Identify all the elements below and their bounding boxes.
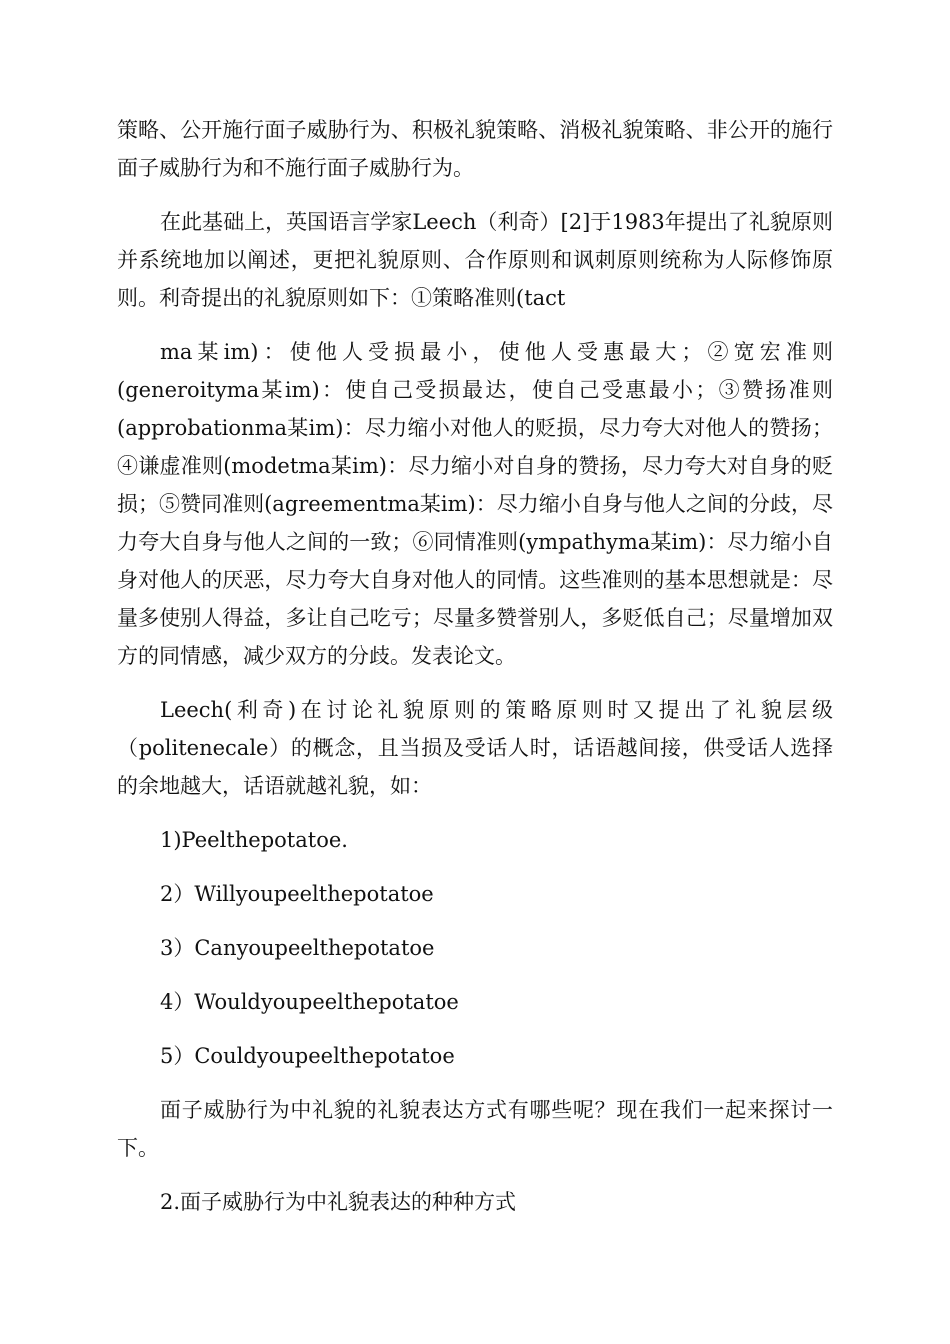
example-item: 2）Willyoupeelthepotatoe	[160, 882, 434, 906]
document-page	[117, 111, 833, 1221]
example-item: 1)Peelthepotatoe.	[160, 828, 348, 852]
paragraph-leech-intro: 在此基础上，英国语言学家Leech（利奇）[2]于1983年提出了礼貌原则并系统地加以阐述，更把礼貌原则、合作原则和讽刺原则统称为人际修饰原则。利奇提出的礼貌原则如下：①策略准则(tact	[117, 210, 833, 310]
example-list	[117, 821, 833, 1075]
paragraph-politeness-scale: Leech(利奇)在讨论礼貌原则的策略原则时又提出了礼貌层级（politenecale）的概念，且当损及受话人时，话语越间接，供受话人选择的余地越大，话语就越礼貌，如：	[117, 698, 833, 798]
section-heading: 2.面子威胁行为中礼貌表达的种种方式	[160, 1190, 517, 1214]
paragraph-closing: 面子威胁行为中礼貌的礼貌表达方式有哪些呢？现在我们一起来探讨一下。	[117, 1098, 833, 1160]
example-item: 5）Couldyoupeelthepotatoe	[160, 1044, 455, 1068]
paragraph-maxims: ma某im)：使他人受损最小，使他人受惠最大；②宽宏准则(generoityma某im)：使自己受损最达，使自己受惠最小；③赞扬准则(approbationma某im)：尽力缩小对他人的贬损，尽力夸大对他人的赞扬；④谦虚准则(modetma某im)：尽力缩小对自身的赞扬，尽力夸大对自身的贬损；⑤赞同准则(agreementma某im)：尽力缩小自身与他人之间的分歧，尽力夸大自身与他人之间的一致；⑥同情准则(ympathyma某im)：尽力缩小自身对他人的厌恶，尽力夸大自身对他人的同情。这些准则的基本思想就是：尽量多使别人得益，多让自己吃亏；尽量多赞誉别人，多贬低自己；尽量增加双方的同情感，减少双方的分歧。发表论文。	[117, 340, 833, 668]
paragraph-continuation: 策略、公开施行面子威胁行为、积极礼貌策略、消极礼貌策略、非公开的施行面子威胁行为和不施行面子威胁行为。	[117, 118, 833, 180]
example-item: 3）Canyoupeelthepotatoe	[160, 936, 435, 960]
example-item: 4）Wouldyoupeelthepotatoe	[160, 990, 459, 1014]
